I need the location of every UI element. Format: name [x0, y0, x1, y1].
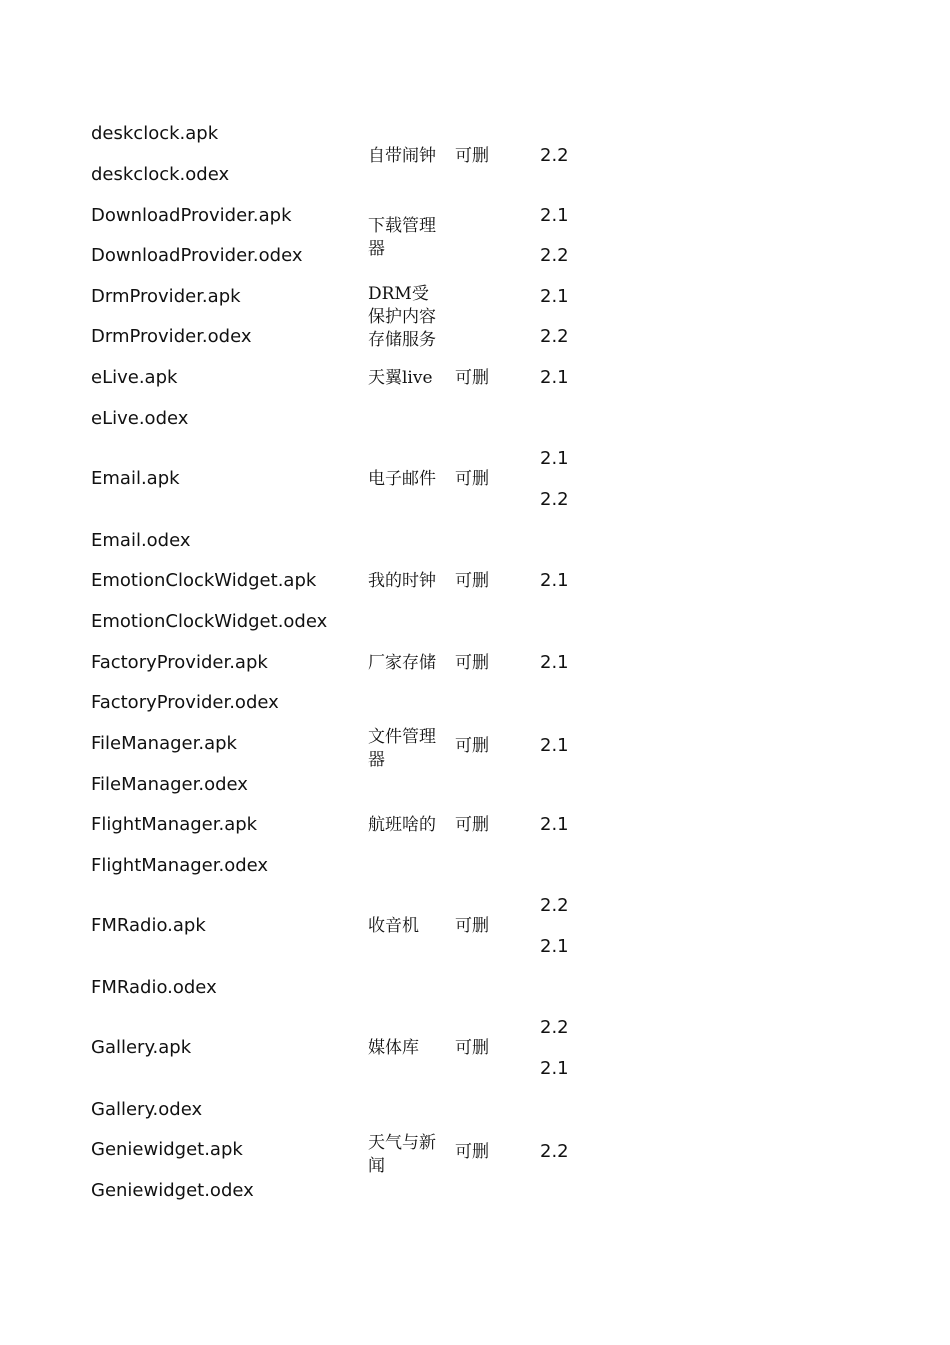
- version-number: 2.2: [540, 895, 569, 916]
- app-description: 下载管理器: [368, 216, 436, 259]
- file-name: Geniewidget.apk: [91, 1139, 243, 1160]
- app-description: 厂家存储: [368, 653, 436, 673]
- version-number: 2.1: [540, 367, 569, 388]
- file-name: Gallery.apk: [91, 1037, 192, 1058]
- file-name: DownloadProvider.odex: [91, 245, 303, 266]
- removable-flag: 可删: [455, 571, 489, 591]
- file-name: EmotionClockWidget.apk: [91, 570, 317, 591]
- file-name: DrmProvider.odex: [91, 326, 252, 347]
- removable-flag: 可删: [455, 1038, 489, 1058]
- file-name: Geniewidget.odex: [91, 1180, 254, 1201]
- removable-flag: 可删: [455, 815, 489, 835]
- version-number: 2.1: [540, 1058, 569, 1079]
- file-name: FMRadio.apk: [91, 915, 206, 936]
- file-name: EmotionClockWidget.odex: [91, 611, 328, 632]
- version-number: 2.1: [540, 286, 569, 307]
- file-name: FlightManager.apk: [91, 814, 258, 835]
- file-name: eLive.apk: [91, 367, 178, 388]
- version-number: 2.1: [540, 570, 569, 591]
- file-name: DrmProvider.apk: [91, 286, 241, 307]
- removable-flag: 可删: [455, 736, 489, 756]
- removable-flag: 可删: [455, 1142, 489, 1162]
- app-description: 自带闹钟: [368, 146, 436, 166]
- removable-flag: 可删: [455, 368, 489, 388]
- version-number: 2.1: [540, 814, 569, 835]
- file-name: Email.odex: [91, 530, 191, 551]
- version-number: 2.1: [540, 205, 569, 226]
- file-name: FileManager.odex: [91, 774, 248, 795]
- app-description: 媒体库: [368, 1038, 419, 1058]
- file-name: Gallery.odex: [91, 1099, 203, 1120]
- version-number: 2.2: [540, 145, 569, 166]
- version-number: 2.2: [540, 245, 569, 266]
- removable-flag: 可删: [455, 653, 489, 673]
- file-name: FileManager.apk: [91, 733, 237, 754]
- file-name: deskclock.odex: [91, 164, 230, 185]
- removable-flag: 可删: [455, 916, 489, 936]
- file-name: Email.apk: [91, 468, 180, 489]
- version-number: 2.2: [540, 489, 569, 510]
- app-description: 天翼live: [368, 368, 433, 388]
- file-name: deskclock.apk: [91, 123, 219, 144]
- file-name: FlightManager.odex: [91, 855, 269, 876]
- removable-flag: 可删: [455, 469, 489, 489]
- app-description: 我的时钟: [368, 571, 436, 591]
- version-number: 2.1: [540, 652, 569, 673]
- version-number: 2.2: [540, 1141, 569, 1162]
- version-number: 2.1: [540, 735, 569, 756]
- file-name: eLive.odex: [91, 408, 189, 429]
- file-name: FactoryProvider.odex: [91, 692, 279, 713]
- version-number: 2.1: [540, 448, 569, 469]
- file-name: DownloadProvider.apk: [91, 205, 292, 226]
- version-number: 2.2: [540, 326, 569, 347]
- file-name: FactoryProvider.apk: [91, 652, 268, 673]
- version-number: 2.1: [540, 936, 569, 957]
- app-description: DRM受保护内容存储服务: [368, 284, 436, 350]
- app-description: 天气与新闻: [368, 1133, 436, 1176]
- app-description: 文件管理器: [368, 727, 436, 770]
- app-description: 航班啥的: [368, 815, 436, 835]
- removable-flag: 可删: [455, 146, 489, 166]
- file-name: FMRadio.odex: [91, 977, 217, 998]
- app-description: 电子邮件: [368, 469, 436, 489]
- version-number: 2.2: [540, 1017, 569, 1038]
- app-description: 收音机: [368, 916, 419, 936]
